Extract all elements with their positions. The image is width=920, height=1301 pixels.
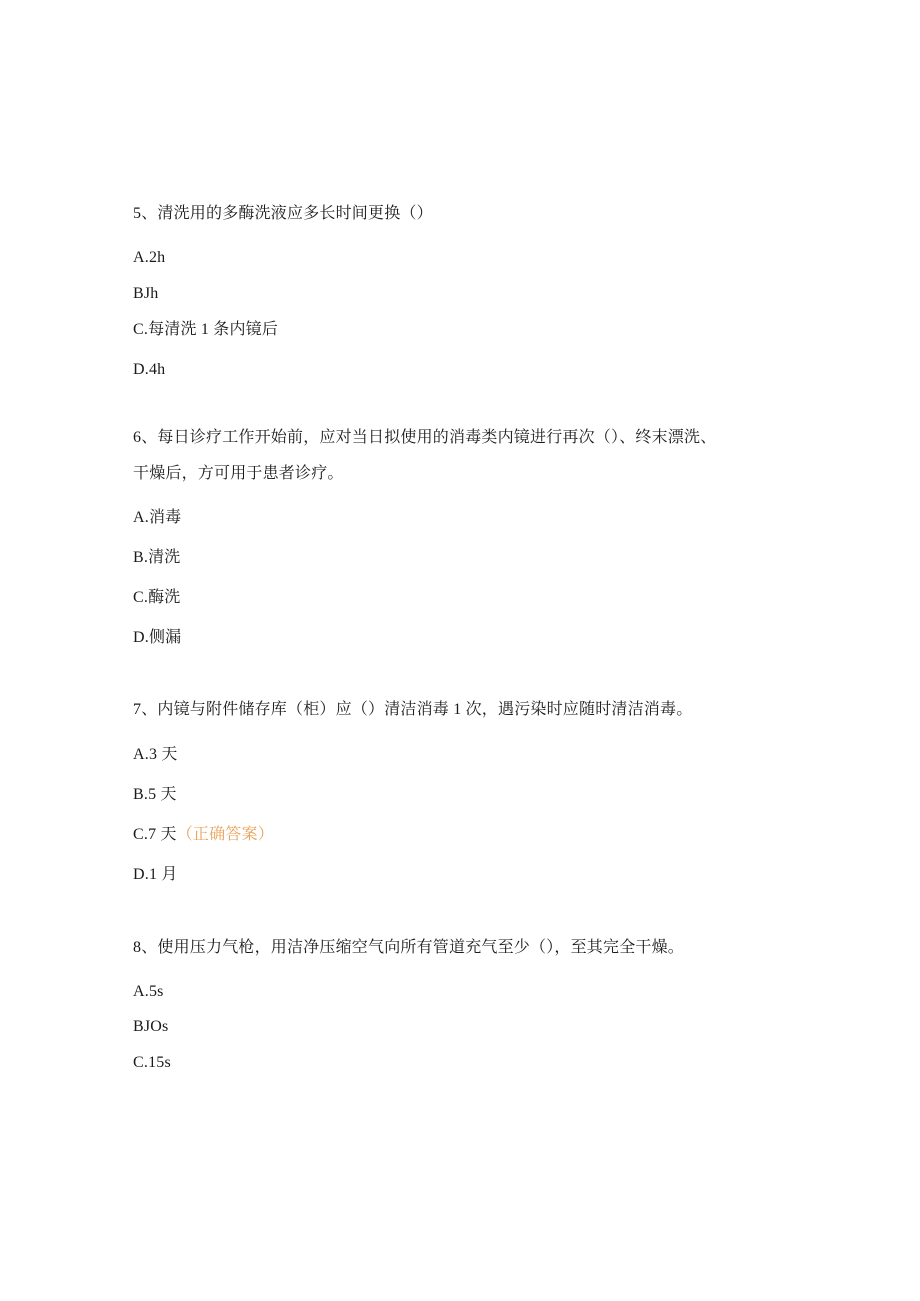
question-6-option-b: B.清洗 <box>133 549 181 566</box>
question-6-option-d: D.侧漏 <box>133 629 182 646</box>
question-7-option-c-text: C.7 天 <box>133 826 177 843</box>
question-8-option-a: A.5s <box>133 983 164 1000</box>
question-5-option-a: A.2h <box>133 249 166 266</box>
question-6-stem-line-1: 6、每日诊疗工作开始前，应对当日拟使用的消毒类内镜进行再次（）、终末漂洗、 <box>133 429 717 446</box>
question-7-stem: 7、内镜与附件储存库（柜）应（）清洁消毒 1 次，遇污染时应随时清洁消毒。 <box>133 701 693 718</box>
question-8-stem: 8、使用压力气枪，用洁净压缩空气向所有管道充气至少（），至其完全干燥。 <box>133 939 685 956</box>
correct-answer-note: （正确答案） <box>176 826 274 843</box>
question-8-option-b: BJOs <box>133 1018 169 1035</box>
question-7-option-b: B.5 天 <box>133 786 177 803</box>
question-7-option-c <box>133 825 274 845</box>
question-7-option-d: D.1 月 <box>133 866 178 883</box>
question-6-stem-line-2: 干燥后，方可用于患者诊疗。 <box>133 465 344 482</box>
question-6-option-c: C.酶洗 <box>133 589 181 606</box>
question-8-option-c: C.15s <box>133 1054 171 1071</box>
question-5-option-d: D.4h <box>133 361 166 378</box>
question-5-option-b: BJh <box>133 285 159 302</box>
question-6-option-a: A.消毒 <box>133 509 182 526</box>
question-5-option-c: C.每清洗 1 条内镜后 <box>133 321 279 338</box>
question-5-stem: 5、清洗用的多酶洗液应多长时间更换（） <box>133 205 433 222</box>
question-7-option-a: A.3 天 <box>133 746 178 763</box>
